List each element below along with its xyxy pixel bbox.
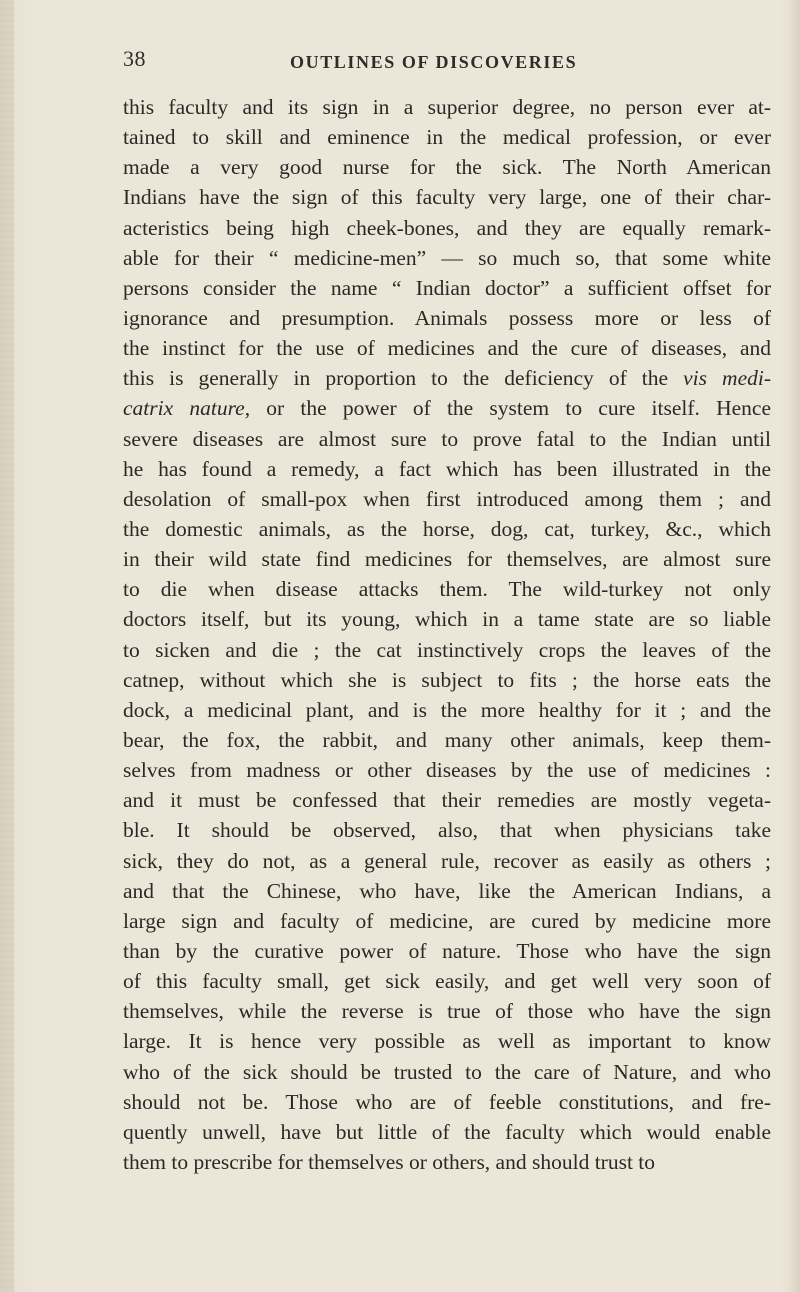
text-line [123,514,771,544]
text-line [123,996,771,1026]
text-run: sick, they do not, as a general rule, recover as easily as others ; [123,848,771,873]
text-line [123,906,771,936]
text-line [123,182,771,212]
text-run: , or the power of the system to cure itself. Hence [244,396,772,421]
text-line [123,424,771,454]
page-number: 38 [123,46,146,71]
italic-text-run: vis medi- [683,366,771,391]
text-run: the domestic animals, as the horse, dog, cat, turkey, &c., which [123,516,771,541]
text-run: who of the sick should be trusted to the care of Nature, and who [123,1059,771,1084]
page-right-edge [790,0,800,1292]
text-run: and it must be confessed that their remedies are mostly vegeta- [123,788,771,813]
text-run: the instinct for the use of medicines and the cure of diseases, and [123,336,771,361]
text-line [123,273,771,303]
text-run: made a very good nurse for the sick. The North American [123,155,771,180]
text-line [123,846,771,876]
text-line [123,755,771,785]
text-run: tained to skill and eminence in the medical profession, or ever [123,125,771,150]
text-line [123,454,771,484]
text-line [123,1057,771,1087]
text-run: catnep, without which she is subject to fits ; the horse eats the [123,667,771,692]
running-title: OUTLINES OF DISCOVERIES [290,52,578,72]
text-line [123,725,771,755]
text-run: quently unwell, have but little of the faculty which would enable [123,1119,771,1144]
text-line [123,152,771,182]
running-head [0,44,800,84]
text-run: persons consider the name “ Indian doctor” a sufficient offset for [123,275,771,300]
text-line [123,243,771,273]
text-run: themselves, while the reverse is true of those who have the sign [123,999,771,1024]
text-run: this is generally in proportion to the deficiency of the [123,366,684,391]
text-run: and that the Chinese, who have, like the American Indians, a [123,878,771,903]
text-run: acteristics being high cheek-bones, and they are equally remark- [123,215,771,240]
text-line [123,1147,771,1177]
text-line [123,92,771,122]
page-binding-edge [0,0,14,1292]
body-paragraph [123,92,771,1177]
text-line [123,1026,771,1056]
text-line [123,574,771,604]
text-line [123,333,771,363]
text-line [123,966,771,996]
text-line [123,695,771,725]
text-line [123,393,771,423]
text-run: Indians have the sign of this faculty very large, one of their char- [123,185,771,210]
text-run: severe diseases are almost sure to prove fatal to the Indian until [123,426,771,451]
text-line [123,484,771,514]
text-line [123,635,771,665]
text-run: of this faculty small, get sick easily, and get well very soon of [123,969,771,994]
text-line [123,604,771,634]
text-line [123,1117,771,1147]
text-line [123,122,771,152]
text-line [123,665,771,695]
text-line [123,785,771,815]
text-run: selves from madness or other diseases by the use of medicines : [123,758,771,783]
text-run: ignorance and presumption. Animals possess more or less of [123,305,771,330]
text-run: able for their “ medicine-men” — so much so, that some white [123,245,771,270]
text-run: bear, the fox, the rabbit, and many other animals, keep them- [123,727,771,752]
text-run: them to prescribe for themselves or others, and should trust to [123,1149,656,1174]
text-run: to die when disease attacks them. The wild-turkey not only [123,577,771,602]
text-run: doctors itself, but its young, which in a tame state are so liable [123,607,771,632]
text-run: to sicken and die ; the cat instinctively crops the leaves of the [123,637,771,662]
text-run: than by the curative power of nature. Those who have the sign [123,938,771,963]
text-line [123,936,771,966]
text-run: ble. It should be observed, also, that when physicians take [123,818,771,843]
text-line [123,815,771,845]
text-run: large. It is hence very possible as well as important to know [123,1029,771,1054]
text-run: in their wild state find medicines for themselves, are almost sure [123,547,771,572]
text-line [123,544,771,574]
text-line [123,303,771,333]
text-run: large sign and faculty of medicine, are cured by medicine more [123,908,771,933]
text-run: desolation of small-pox when first introduced among them ; and [123,486,771,511]
text-line [123,213,771,243]
text-line [123,876,771,906]
italic-text-run: catrix nature [123,396,245,421]
text-run: dock, a medicinal plant, and is the more healthy for it ; and the [123,697,771,722]
text-run: should not be. Those who are of feeble constitutions, and fre- [123,1089,771,1114]
text-run: this faculty and its sign in a superior degree, no person ever at- [123,95,771,119]
text-line [123,363,771,393]
text-line [123,1087,771,1117]
text-run: he has found a remedy, a fact which has been illustrated in the [123,456,771,481]
